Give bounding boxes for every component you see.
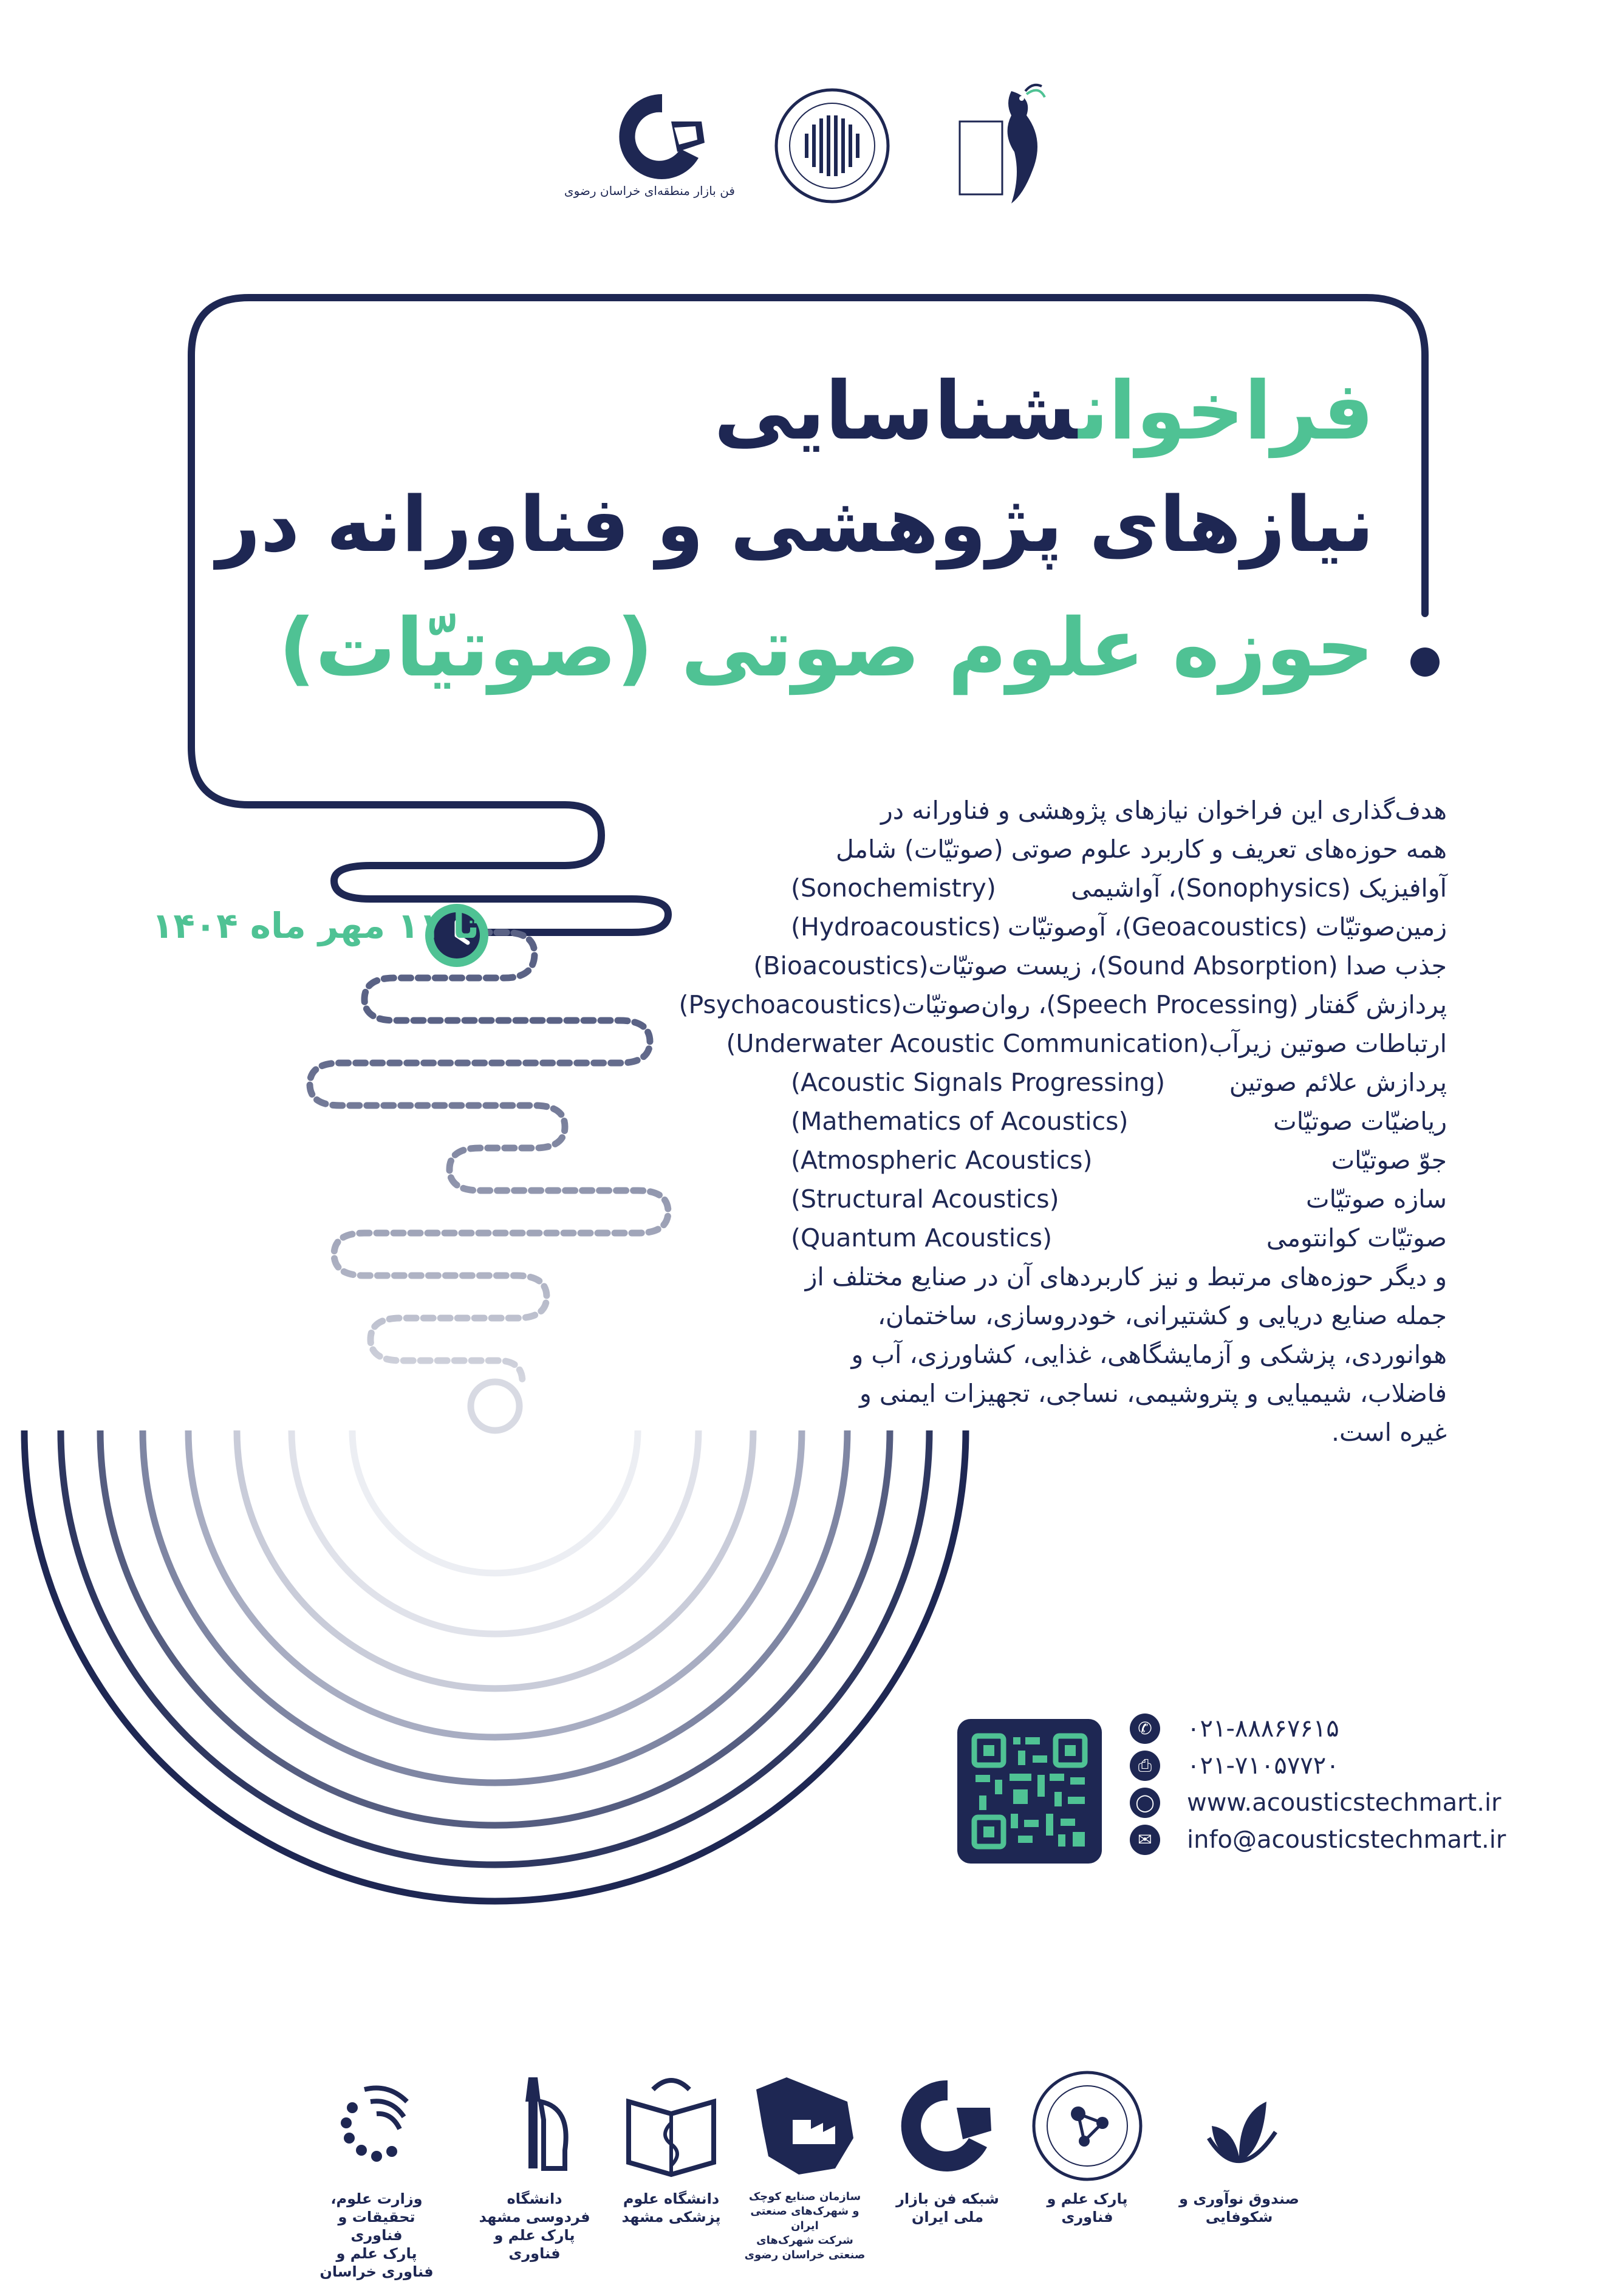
website-link[interactable]: www.acousticstechmart.ir [1187, 1788, 1502, 1817]
fax-number[interactable]: ۰۲۱-۷۱۰۵۷۷۲۰ [1187, 1751, 1339, 1780]
iran-map-factory-icon [744, 2065, 866, 2187]
field-fa: آوافیزیک (Sonophysics)، آواشیمی [1071, 873, 1447, 903]
qr-code[interactable] [957, 1719, 1102, 1864]
field-en: (Underwater Acoustic Communication) [726, 1029, 1209, 1058]
outro-line-4: فاضلاب، شیمیایی و پتروشیمی، نساجی، تجهیزات ایمنی و [859, 1379, 1447, 1408]
contact-fax-row [1130, 1747, 1506, 1784]
field-item [791, 907, 1447, 946]
bird-emblem-icon [954, 79, 1057, 213]
deadline-text: تا ۱۱ مهر ماه ۱۴۰۴ [152, 905, 479, 946]
field-en: (Acoustic Signals Progressing) [791, 1068, 1166, 1097]
outro-line-1: و دیگر حوزه‌های مرتبط و نیز کاربردهای آن در صنایع مختلف از [805, 1262, 1447, 1291]
field-item [791, 1141, 1447, 1180]
field-item [678, 985, 1447, 1024]
email-icon: ✉ [1130, 1825, 1160, 1855]
khorasan-science-park-caption: وزارت علوم، تحقیقات و فناوری پارک علم و فناوری خراسان [319, 2190, 434, 2280]
fax-icon: ⎙ [1130, 1751, 1160, 1781]
khorasan-science-park-logo [316, 2065, 437, 2280]
field-en: (Mathematics of Acoustics) [791, 1107, 1129, 1136]
field-en: (Bioacoustics) [753, 951, 929, 980]
industrial-estates-logo [744, 2065, 866, 2261]
field-fa: جذب صدا (Sound Absorption)، زیست صوتیّات [928, 951, 1447, 980]
phone-number[interactable]: ۰۲۱-۸۸۸۶۷۶۱۵ [1187, 1714, 1339, 1743]
field-fa: زمین‌صوتیّات (Geoacoustics)، آوصوتیّات [1007, 912, 1447, 941]
fanbazar-khorasan-logo [564, 85, 735, 207]
field-en: (Atmospheric Acoustics) [791, 1146, 1093, 1175]
innovation-fund-logo [1178, 2065, 1300, 2229]
acoustics-society-logo [771, 85, 893, 207]
science-park-dots-icon [316, 2065, 437, 2187]
sound-wave-arcs [24, 1430, 966, 1901]
contact-info [1130, 1710, 1506, 1858]
fanbazar-network-emblem-icon [887, 2065, 1008, 2187]
field-item [791, 1218, 1447, 1257]
acoustics-society-emblem-icon [771, 85, 893, 207]
outro-line-5: غیره است. [1331, 1418, 1447, 1447]
contact-website-row [1130, 1784, 1506, 1821]
fanbazar-network-logo [887, 2065, 1008, 2229]
field-item [791, 1063, 1447, 1102]
fanbazar-emblem-icon [601, 85, 723, 188]
sprout-icon [1178, 2065, 1300, 2187]
ferdowsi-university-logo [474, 2065, 595, 2262]
medical-book-icon [610, 2065, 732, 2187]
call-description [678, 791, 1447, 1452]
field-fa: صوتیّات کوانتومی [1266, 1223, 1447, 1252]
title-line-2: نیازهای پژوهشی و فناورانه در [216, 480, 1374, 569]
technology-park-circle-logo [1027, 2065, 1148, 2229]
field-item [791, 1180, 1447, 1218]
innovation-fund-caption: صندوق نوآوری و شکوفایی [1179, 2190, 1299, 2226]
industrial-estates-caption: سازمان صنایع کوچک و شهرک‌های صنعتی ایران شرکت شهرک‌های صنعتی خراسان رضوی [744, 2190, 866, 2261]
molecule-circle-icon [1027, 2065, 1148, 2187]
bird-logo [954, 79, 1057, 213]
field-item [791, 1102, 1447, 1141]
field-fa: ریاضیّات صوتیّات [1273, 1107, 1447, 1136]
field-item [791, 869, 1447, 907]
field-en: (Sonochemistry) [791, 873, 996, 903]
email-link[interactable]: info@acousticstechmart.ir [1187, 1825, 1506, 1854]
field-fa: ارتباطات صوتین زیرآب [1208, 1029, 1447, 1058]
field-fa: پردازش گفتار (Speech Processing)، روان‌صوتیّات [901, 990, 1447, 1019]
frame-end-dot [1410, 647, 1440, 677]
field-item [753, 946, 1447, 985]
outro-line-3: هوانوردی، پزشکی و آزمایشگاهی، غذایی، کشاورزی، آب و [851, 1340, 1447, 1369]
fanbazar-network-caption: شبکه فن بازار ملی ایران [896, 2190, 999, 2226]
field-fa: جوّ صوتیّات [1331, 1146, 1447, 1175]
field-en: (Quantum Acoustics) [791, 1223, 1053, 1252]
technology-park-caption: پارک علم و فناوری [1047, 2190, 1128, 2226]
mashhad-medical-university-logo [610, 2065, 732, 2229]
field-fa: پردازش علائم صوتین [1229, 1068, 1447, 1097]
title-accent-word: فراخوان [1078, 364, 1374, 458]
qr-pattern-icon [957, 1719, 1102, 1864]
field-item [726, 1024, 1447, 1063]
title-line-1 [714, 364, 1374, 458]
contact-email-row [1130, 1821, 1506, 1858]
outro-line-2: جمله صنایع دریایی و کشتیرانی، خودروسازی، ساختمان، [877, 1301, 1447, 1330]
field-en: (Structural Acoustics) [791, 1184, 1059, 1214]
field-en: (Hydroacoustics) [791, 912, 1001, 941]
intro-line-1: هدف‌گذاری این فراخوان نیازهای پژوهشی و فناورانه در [880, 796, 1447, 825]
contact-phone-row [1130, 1710, 1506, 1747]
mashhad-medical-caption: دانشگاه علوم پزشکی مشهد [621, 2190, 721, 2226]
field-en: (Psychoacoustics) [678, 990, 902, 1019]
globe-icon: ◯ [1130, 1788, 1160, 1818]
ferdowsi-university-caption: دانشگاه فردوسی مشهد پارک علم و فناوری [479, 2190, 590, 2262]
title-main-word: شناسایی [714, 364, 1079, 458]
field-fa: سازه صوتیّات [1305, 1184, 1447, 1214]
fanbazar-khorasan-caption: فن بازار منطقه‌ای خراسان رضوی [564, 183, 735, 198]
pen-dome-icon [474, 2065, 595, 2187]
intro-line-2: همه حوزه‌های تعریف و کاربرد علوم صوتی (صوتیّات) شامل [835, 835, 1447, 864]
title-line-3: حوزه علوم صوتی (صوتیّات) [278, 601, 1374, 695]
phone-icon: ✆ [1130, 1713, 1160, 1744]
